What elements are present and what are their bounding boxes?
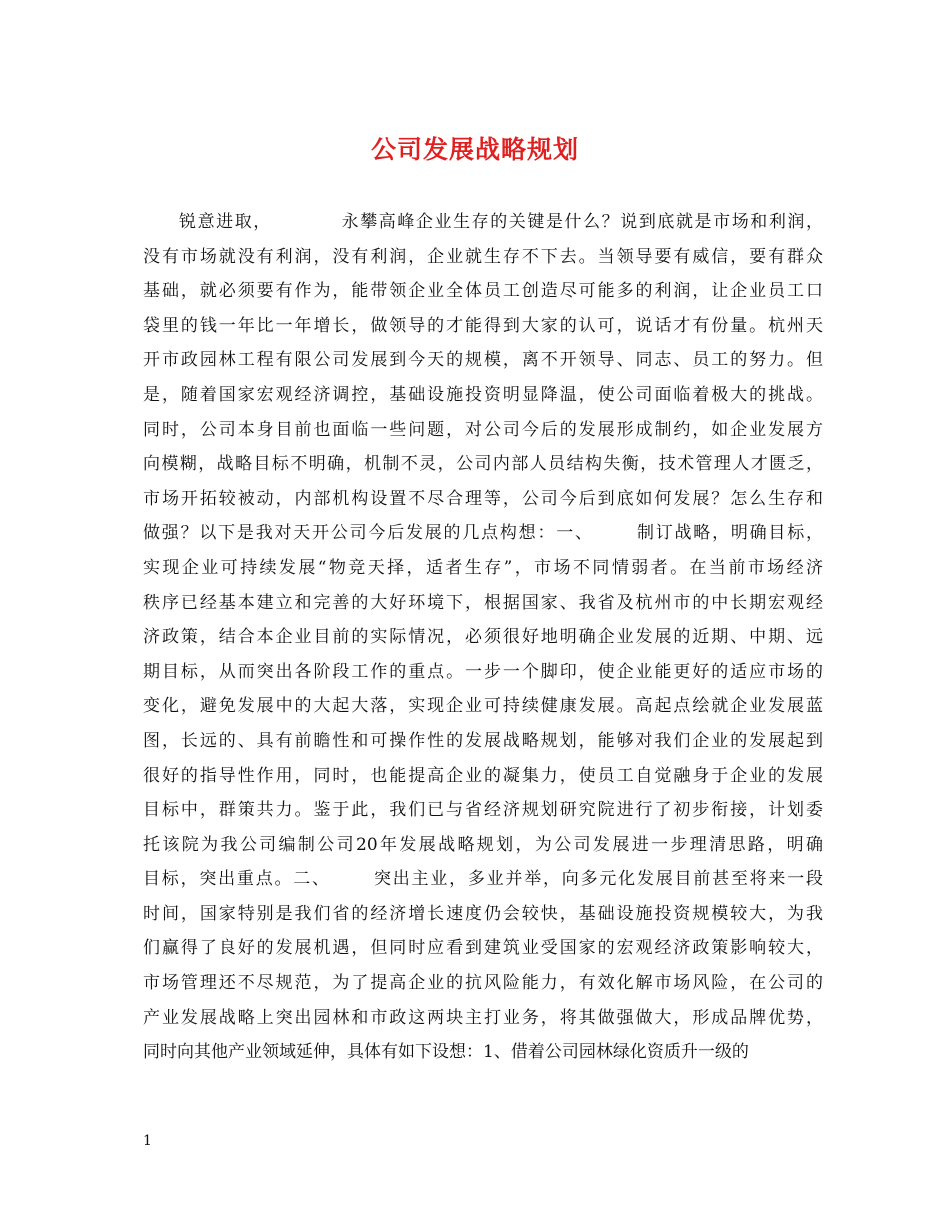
text-line: 期目标，从而突出各阶段工作的重点。一步一个脚印，使企业能更好的适应市场的 — [143, 661, 823, 682]
text-line: 时间，国家特别是我们省的经济增长速度仍会较快，基础设施投资规模较大，为我 — [143, 903, 823, 924]
text-line: 做强？以下是我对天开公司今后发展的几点构想：一、 制订战略，明确目标， — [143, 523, 823, 544]
text-line: 目标中，群策共力。鉴于此，我们已与省经济规划研究院进行了初步衔接，计划委 — [143, 800, 823, 821]
text-line: 开市政园林工程有限公司发展到今天的规模，离不开领导、同志、员工的努力。但 — [143, 350, 823, 371]
text-line: 目标，突出重点。二、 突出主业，多业并举，向多元化发展目前甚至将来一段 — [143, 869, 823, 890]
body-text — [143, 205, 823, 1070]
text-line: 很好的指导性作用，同时，也能提高企业的凝集力，使员工自觉融身于企业的发展 — [143, 765, 823, 786]
text-line: 托该院为我公司编制公司20年发展战略规划，为公司发展进一步理清思路，明确 — [143, 834, 823, 855]
text-line: 基础，就必须要有作为，能带领企业全体员工创造尽可能多的利润，让企业员工口 — [143, 281, 823, 302]
text-line: 实现企业可持续发展“物竞天择，适者生存”，市场不同情弱者。在当前市场经济 — [143, 557, 823, 578]
text-line: 锐意进取， 永攀高峰企业生存的关键是什么？说到底就是市场和利润， — [179, 212, 823, 232]
page-number: 1 — [143, 1133, 152, 1149]
text-line: 产业发展战略上突出园林和市政这两块主打业务，将其做强做大，形成品牌优势， — [143, 1007, 823, 1028]
text-line: 秩序已经基本建立和完善的大好环境下，根据国家、我省及杭州市的中长期宏观经 — [143, 592, 823, 613]
text-line: 济政策，结合本企业目前的实际情况，必须很好地明确企业发展的近期、中期、远 — [143, 627, 823, 648]
text-line: 市场管理还不尽规范，为了提高企业的抗风险能力，有效化解市场风险，在公司的 — [143, 973, 823, 994]
text-line: 同时向其他产业领域延伸，具体有如下设想：1、借着公司园林绿化资质升一级的 — [143, 1042, 749, 1063]
text-line: 向模糊，战略目标不明确，机制不灵，公司内部人员结构失衡，技术管理人才匮乏， — [143, 454, 823, 475]
text-line: 同时，公司本身目前也面临一些问题，对公司今后的发展形成制约，如企业发展方 — [143, 419, 823, 440]
text-line: 变化，避免发展中的大起大落，实现企业可持续健康发展。高起点绘就企业发展蓝 — [143, 696, 823, 717]
text-line: 是，随着国家宏观经济调控，基础设施投资明显降温，使公司面临着极大的挑战。 — [143, 384, 823, 405]
text-line: 们赢得了良好的发展机遇，但同时应看到建筑业受国家的宏观经济政策影响较大， — [143, 938, 823, 959]
text-line: 袋里的钱一年比一年增长，做领导的才能得到大家的认可，说话才有份量。杭州天 — [143, 315, 823, 336]
text-line: 没有市场就没有利润，没有利润，企业就生存不下去。当领导要有威信，要有群众 — [143, 246, 823, 267]
text-line: 市场开拓较被动，内部机构设置不尽合理等，公司今后到底如何发展？怎么生存和 — [143, 488, 823, 509]
text-line: 图，长远的、具有前瞻性和可操作性的发展战略规划，能够对我们企业的发展起到 — [143, 730, 823, 751]
document-title: 公司发展战略规划 — [370, 135, 579, 164]
